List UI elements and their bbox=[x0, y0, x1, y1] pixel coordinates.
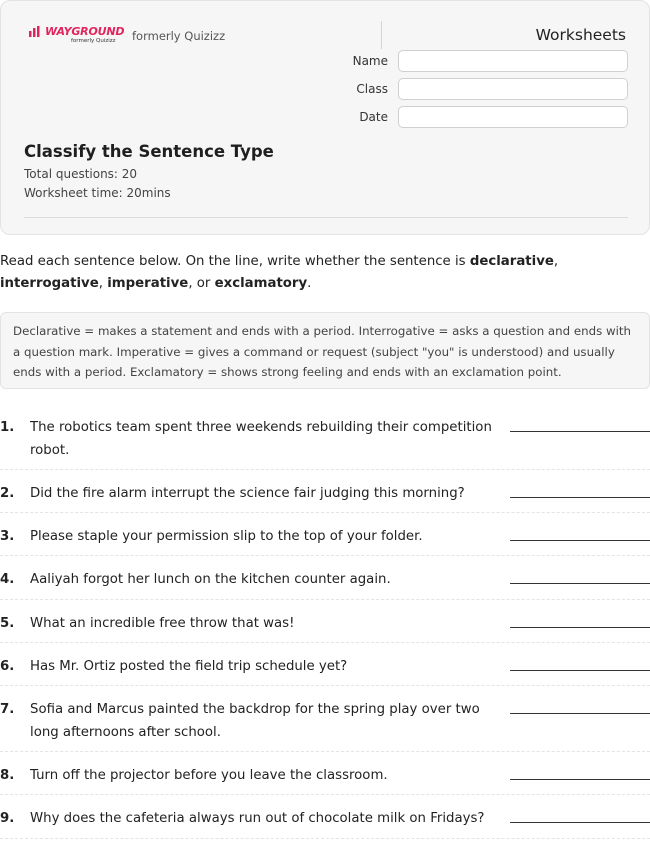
question-number: 5. bbox=[0, 616, 15, 631]
term-imperative: imperative bbox=[107, 276, 189, 291]
question-text: Turn off the projector before you leave the classroom. bbox=[30, 768, 388, 783]
question-text: Has Mr. Ortiz posted the field trip schedule yet? bbox=[30, 659, 348, 674]
worksheet-header bbox=[0, 0, 650, 235]
answer-line[interactable] bbox=[510, 822, 650, 823]
answer-line[interactable] bbox=[510, 431, 650, 432]
wayground-logo bbox=[29, 25, 125, 47]
instructions bbox=[0, 251, 650, 295]
question-separator bbox=[0, 512, 650, 513]
question-text: What an incredible free throw that was! bbox=[30, 616, 295, 631]
question-separator bbox=[0, 555, 650, 556]
question-separator bbox=[0, 599, 650, 600]
date-label: Date bbox=[359, 110, 388, 124]
term-exclamatory: exclamatory bbox=[214, 276, 308, 291]
question-number: 9. bbox=[0, 811, 15, 826]
answer-line[interactable] bbox=[510, 713, 650, 714]
question-number: 8. bbox=[0, 768, 15, 783]
question-text: Please staple your permission slip to the top of your folder. bbox=[30, 529, 423, 544]
question-number: 7. bbox=[0, 702, 15, 717]
worksheet-time: Worksheet time: 20mins bbox=[24, 186, 171, 200]
worksheet-title: Classify the Sentence Type bbox=[24, 142, 274, 161]
question-separator bbox=[0, 469, 650, 470]
logo-mark-icon bbox=[29, 26, 43, 37]
question-separator bbox=[0, 685, 650, 686]
logo-subtext: formerly Quizizz bbox=[71, 38, 116, 44]
question-text: Sofia and Marcus painted the backdrop for the spring play over two long afternoons after school. bbox=[30, 702, 480, 740]
class-field[interactable] bbox=[398, 78, 628, 100]
question-text: Did the fire alarm interrupt the science fair judging this morning? bbox=[30, 486, 465, 501]
header-bottom-divider bbox=[24, 217, 628, 218]
answer-line[interactable] bbox=[510, 670, 650, 671]
answer-line[interactable] bbox=[510, 583, 650, 584]
question-text: Why does the cafeteria always run out of chocolate milk on Fridays? bbox=[30, 811, 485, 826]
question-separator bbox=[0, 642, 650, 643]
question-number: 6. bbox=[0, 659, 15, 674]
answer-line[interactable] bbox=[510, 540, 650, 541]
question-number: 3. bbox=[0, 529, 15, 544]
question-number: 4. bbox=[0, 572, 15, 587]
question-text: Aaliyah forgot her lunch on the kitchen counter again. bbox=[30, 572, 391, 587]
definitions-box: Declarative = makes a statement and ends with a period. Interrogative = asks a question and ends with a question mark. Imperative = gives a command or request (subject "you" is understood) and usually ends with a period. Exclamatory = shows strong feeling and ends with an exclamation point. bbox=[0, 312, 650, 389]
total-questions: Total questions: 20 bbox=[24, 167, 138, 181]
instructions-suffix: . bbox=[307, 276, 312, 291]
header-divider bbox=[381, 21, 382, 49]
instructions-prefix: Read each sentence below. On the line, write whether the sentence is bbox=[0, 254, 470, 269]
question-number: 1. bbox=[0, 420, 15, 435]
answer-line[interactable] bbox=[510, 497, 650, 498]
question-number: 2. bbox=[0, 486, 15, 501]
formerly-text: formerly Quizizz bbox=[132, 29, 226, 43]
question-separator bbox=[0, 751, 650, 752]
question-separator bbox=[0, 794, 650, 795]
question-text: The robotics team spent three weekends rebuilding their competition robot. bbox=[30, 420, 492, 458]
answer-line[interactable] bbox=[510, 627, 650, 628]
name-field[interactable] bbox=[398, 50, 628, 72]
term-interrogative: interrogative bbox=[0, 276, 99, 291]
logo-wordmark: WAYGROUND bbox=[45, 25, 125, 38]
instructions-sep: , bbox=[98, 276, 108, 291]
worksheets-label: Worksheets bbox=[535, 26, 626, 44]
instructions-sep: , or bbox=[188, 276, 215, 291]
term-declarative: declarative bbox=[469, 254, 554, 269]
date-field[interactable] bbox=[398, 106, 628, 128]
answer-line[interactable] bbox=[510, 779, 650, 780]
name-label: Name bbox=[352, 54, 388, 68]
question-separator bbox=[0, 838, 650, 839]
instructions-sep: , bbox=[553, 254, 559, 269]
class-label: Class bbox=[356, 82, 388, 96]
